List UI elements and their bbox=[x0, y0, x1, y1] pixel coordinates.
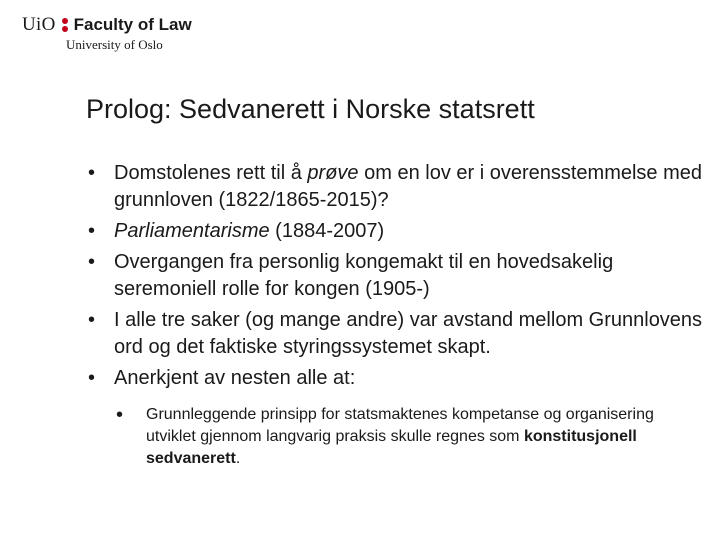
bullet-item-judicial-review bbox=[88, 160, 720, 214]
sub-bullet-icon: • bbox=[116, 404, 124, 426]
bullet-text-emphasis: prøve bbox=[307, 162, 359, 184]
slide-title: Prolog: Sedvanerett i Norske statsrett bbox=[86, 94, 535, 124]
bullet-text-pre: Domstolenes rett til å bbox=[114, 162, 308, 184]
logo-top-row bbox=[22, 14, 192, 36]
bullet-text: I alle tre saker (og mange andre) var avstand mellom Grunnlovens ord og det faktiske styringssystemet skapt. bbox=[114, 309, 703, 358]
bullet-item-parliamentarism bbox=[88, 218, 720, 245]
bullet-item-recognized bbox=[88, 365, 720, 470]
sub-bullet-list bbox=[114, 404, 720, 470]
bullet-text-post: (1884-2007) bbox=[269, 220, 385, 242]
bullet-icon: • bbox=[88, 162, 96, 184]
bullet-item-gap bbox=[88, 307, 720, 361]
faculty-logo bbox=[22, 14, 192, 53]
bullet-text: Overgangen fra personlig kongemakt til en hovedsakelig seremoniell rolle for kongen (1905-) bbox=[114, 251, 614, 300]
bullet-item-royal-power bbox=[88, 249, 720, 303]
sub-bullet-item bbox=[116, 404, 706, 470]
bullet-list bbox=[88, 160, 720, 470]
bullet-icon: • bbox=[88, 309, 96, 331]
bullet-icon: • bbox=[88, 251, 96, 273]
logo-uio-text: UiO bbox=[22, 14, 56, 35]
bullet-text-emphasis: Parliamentarisme bbox=[114, 220, 270, 242]
logo-dots-icon bbox=[62, 17, 68, 33]
bullet-icon: • bbox=[88, 220, 96, 242]
sub-bullet-text-strong: konstitusjonell sedvanerett bbox=[146, 428, 637, 467]
bullet-text-post: om en lov er i overensstemmelse med grunnloven (1822/1865-2015)? bbox=[114, 162, 703, 211]
sub-bullet-text-post: . bbox=[235, 450, 241, 467]
sub-bullet-text-pre: Grunnleggende prinsipp for statsmaktenes kompetanse og organisering utviklet gjennom langvarig praksis skulle regnes som bbox=[146, 406, 654, 445]
bullet-icon: • bbox=[88, 367, 96, 389]
bullet-text: Anerkjent av nesten alle at: bbox=[114, 367, 356, 389]
logo-university-name: University of Oslo bbox=[66, 37, 163, 52]
logo-faculty-name: Faculty of Law bbox=[73, 15, 192, 34]
slide-content bbox=[88, 160, 720, 474]
